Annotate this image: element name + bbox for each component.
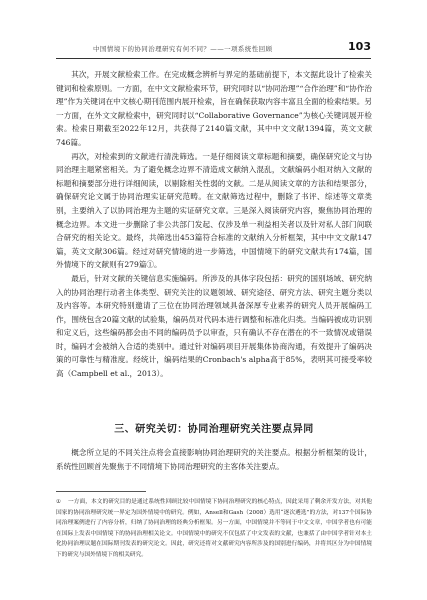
section-heading: 三、研究关切：协同治理研究关注要点异同: [114, 424, 314, 435]
footnote: [56, 497, 372, 561]
section-paragraph: 概念所立足的不同关注点将会直接影响协同治理研究的关注要点。根据分析框架的设计，系统性回顾首先聚焦于不同情境下协同治理研究的主客体关注要点。: [56, 448, 372, 471]
paragraph-search: 其次，开展文献检索工作。在完成概念辨析与界定的基础前提下，本文据此设计了检索关键词和检索原则。一方面，在中文文献检索环节，研究同时以“协同治理”“合作治理”和“协作治理”作为关键词在中文核心期刊范围内展开检索，旨在确保获取内容丰富且全面的检索结果。另一方面，在外文文献检索中，研究同时以“Collaborative Governance”为核心关键词展开检索。检索日期截至2022年12月，共获得了2140篇文献，其中中文文献1394篇，英文文献746篇。: [56, 70, 372, 147]
paragraph-screening: 再次，对检索到的文献进行清洗筛选。一是仔细阅读文章标题和摘要，确保研究论文与协同治理主题紧密相关。为了避免概念边界不清造成文献纳入混乱，文献编码小组对纳入文献的标题和摘要部分进行详细阅读，以剔除相关性弱的文献。二是从阅读文章的方法和结果部分，确保研究论文属于协同治理实证研究范畴。在文献筛选过程中，删除了书评、综述等文章类别，主要纳入了以协同治理为主题的实证研究文章。三是深入阅读研究内容，聚焦协同治理的概念边界。本文进一步删除了非公共部门发起、仅涉及单一利益相关者以及针对私人部门间联合研究的相关论文。最终，共筛选出453篇符合标准的文献纳入分析框架，其中中文文献147篇，英文文献306篇。经过对研究情境的进一步筛选，中国情境下的研究文献共有174篇，国外情境下的文献则有279篇①。: [56, 151, 372, 270]
page-number: 103: [348, 40, 371, 53]
running-header: 中国情境下的协同治理研究有何不同？——一项系统性回顾: [93, 45, 273, 53]
body-text: [56, 68, 372, 381]
footnote-marker: ①: [56, 499, 62, 505]
header-rule: [56, 58, 371, 59]
footnote-rule: [56, 491, 146, 492]
footnote-text: 一方面，本文的研究目的是通过系统性回顾比较中国情境下协同治理研究的核心特点，因此采用了剩余开发方法，对其他国家的协同治理研究统一界定为国外情境中的研究。例如，Ansell和Gash（2008）选用“逐次遴选”的方法，对137个国际协同治理案例进行了内容分析，归纳了协同治理的经典分析框架。另一方面，中国情境并不等同于中文文章，中国学者也有可能在国际上发表中国情境下的协同治理相关论文。中国情境中的研究不仅包括了中文发表的文献，也兼括了由中国学者针对本土化协同治理议题在国际期刊发表的研究论文。因此，研究还将对文献研究内容所涉及的国别进行编码，并将其区分为中国情境下的研究与国外情境下的相关研究。: [56, 499, 372, 558]
section-text: [56, 446, 372, 473]
paragraph-coding: 最后，针对文献的关键信息实施编码。所涉及的具体字段包括：研究的国别场域、研究纳入的协同治理行动者主体类型、研究关注的议题领域、研究途径、研究方法、研究主题分类以及内容等。本研究特别邀请了三位在协同治理领域具备深厚专业素养的研究人员开展编码工作，围绕包含20篇文献的试验集，编码员对代码本进行调整和标准化归类。当编码被成功识别和定义后，这些编码都会由不同的编码员予以审查，只有确认不存在潜在的不一致情况或错误时，编码才会被纳入合适的类别中。通过针对编码项目开展集体协商沟通，有效提升了编码决策的可靠性与精准度。经统计，编码结果的Cronbach's alpha高于85%，表明其可接受率较高（Campbell et al.，2013）。: [56, 273, 372, 379]
